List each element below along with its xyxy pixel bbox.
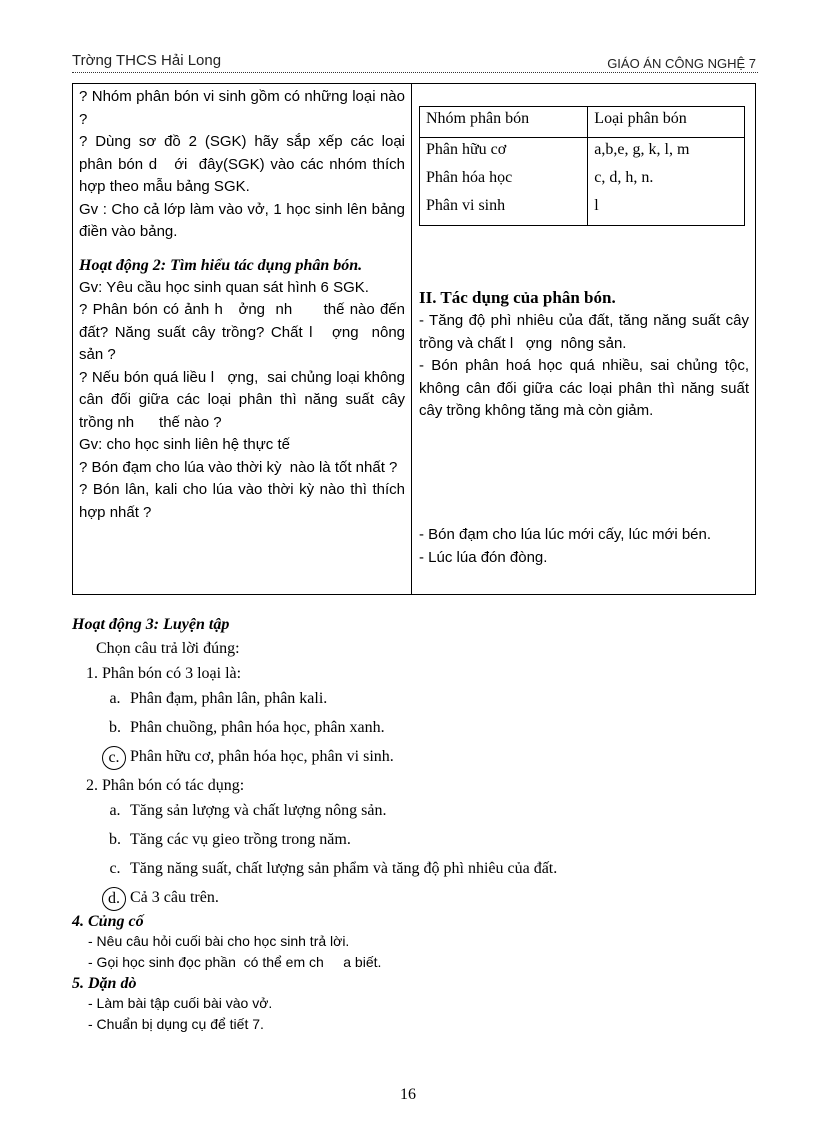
question-1: 1. Phân bón có 3 loại là: [86,665,242,682]
section-3 [419,524,749,569]
question-overdose: ? Nếu bón quá liều l ợng, sai chủng loại không cân đối giữa các loại phân thì năng suất cây trồng nh thế nào ? [79,368,410,431]
header-subject: GIÁO ÁN CÔNG NGHỆ 7 [607,56,756,71]
table-row [420,166,745,194]
header-divider [72,72,758,73]
option-text: Tăng năng suất, chất lượng sản phẩm và tăng độ phì nhiêu của đất. [130,860,558,877]
question-2: 2. Phân bón có tác dụng: [86,777,245,794]
question-2-option-c [109,860,762,882]
option-label: a. [109,690,121,707]
section-3-point-2: - Lúc lúa đón đòng. [419,548,548,566]
option-label-circled: c. [102,746,126,770]
fertilizer-table [419,106,745,226]
teacher-instruction-2: Gv: Yêu cầu học sinh quan sát hình 6 SGK. [79,278,369,296]
consolidation-title: 4. Củng cố [72,913,144,930]
table-row [420,138,745,167]
option-text: Phân hữu cơ, phân hóa học, phân vi sinh. [130,748,394,765]
homework-item: - Chuẩn bị dụng cụ để tiết 7. [88,1016,264,1032]
table-header-type: Loại phân bón [588,107,745,138]
option-label-circled: d. [102,887,126,911]
practice-section [72,616,762,1035]
question-arrange: ? Dùng sơ đồ 2 (SGK) hãy sắp xếp các loại phân bón d ới đây(SGK) vào các nhóm thích hợp theo mẫu bảng SGK. [79,133,410,195]
question-effect: ? Phân bón có ảnh h ởng nh thế nào đến đất? Năng suất cây trồng? Chất l ợng nông sản ? [79,301,410,363]
question-microbial: ? Nhóm phân bón vi sinh gồm có những loại nào ? [79,88,410,128]
table-cell-group: Phân vi sinh [420,194,588,226]
consolidation-item: - Gọi học sinh đọc phần có thể em ch a biết. [88,954,382,970]
table-cell-types: c, d, h, n. [588,166,745,194]
activity-3-title: Hoạt động 3: Luyện tập [72,616,230,633]
practice-instruction: Chọn câu trả lời đúng: [96,640,240,657]
section-2 [419,286,754,423]
section-2-title: II. Tác dụng của phân bón. [419,288,616,307]
consolidation-item: - Nêu câu hỏi cuối bài cho học sinh trả lời. [88,933,350,949]
table-cell-types: l [588,194,745,226]
option-text: Tăng các vụ gieo trồng trong năm. [130,831,351,848]
teacher-instruction-1: Gv : Cho cả lớp làm vào vở, 1 học sinh lên bảng điền vào bảng. [79,200,410,240]
homework-title: 5. Dặn dò [72,975,137,992]
teacher-instruction-3: Gv: cho học sinh liên hệ thực tế [79,436,290,453]
option-label: b. [109,719,121,736]
question-2-option-a [109,802,762,824]
header-school: Trờng THCS Hải Long [72,52,222,69]
section-2-point-1: - Tăng độ phì nhiêu của đất, tăng năng suất cây trồng và chất l ợng nông sản. [419,312,754,352]
column-divider [411,84,412,594]
table-cell-types: a,b,e, g, k, l, m [588,138,745,167]
content-column [419,106,749,226]
question-2-option-d [108,889,762,911]
section-3-point-1: - Bón đạm cho lúa lúc mới cấy, lúc mới bén. [419,526,712,543]
question-1-option-b [109,719,762,741]
option-label: c. [109,860,121,877]
activity-2-title: Hoạt động 2: Tìm hiểu tác dụng phân bón. [79,256,363,274]
section-2-point-2: - Bón phân hoá học quá nhiều, sai chủng tộc, không cân đối giữa các loại phân thì năng suất cây trồng không tăng mà còn giảm. [419,357,754,419]
option-label: b. [109,831,121,848]
option-text: Phân đạm, phân lân, phân kali. [130,690,328,707]
question-1-option-c [108,748,762,770]
page-number: 16 [400,1086,416,1103]
question-phosphate: ? Bón lân, kali cho lúa vào thời kỳ nào thì thích hợp nhất ? [79,481,410,521]
table-cell-group: Phân hóa học [420,166,588,194]
question-2-option-b [109,831,762,853]
option-text: Cả 3 câu trên. [130,889,219,906]
table-header-group: Nhóm phân bón [420,107,588,138]
teacher-activities-column [79,86,410,524]
homework-item: - Làm bài tập cuối bài vào vở. [88,995,273,1011]
option-text: Phân chuồng, phân hóa học, phân xanh. [130,719,385,736]
option-text: Tăng sản lượng và chất lượng nông sản. [130,802,387,819]
lesson-frame [72,83,756,595]
question-nitrogen: ? Bón đạm cho lúa vào thời kỳ nào là tốt nhất ? [79,458,398,476]
table-row [420,194,745,226]
table-cell-group: Phân hữu cơ [420,138,588,167]
table-header-row [420,107,745,138]
option-label: a. [109,802,121,819]
question-1-option-a [109,690,762,712]
